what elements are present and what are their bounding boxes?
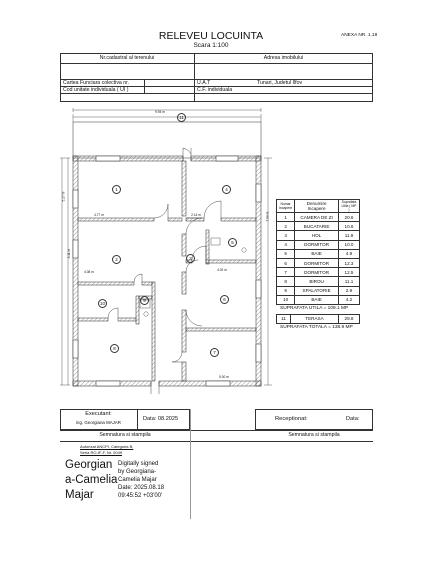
room-marker-11: 11: [177, 113, 186, 122]
authorization-line-1: Autorizat ANCPI, Categoria B,: [80, 444, 134, 449]
cell-name: DORMITOR: [295, 240, 339, 249]
room-marker-4: 4: [222, 185, 231, 194]
rooms-table-wrap: [276, 199, 360, 331]
cf-collective-label: Cartea Funciara colectiva nr.: [63, 80, 130, 86]
receptionat-date: Data:: [346, 416, 360, 422]
cf-individual-label: C.F. individuala: [197, 87, 233, 93]
table-row: [277, 249, 360, 258]
cell-nr: 4: [277, 240, 295, 249]
executant-label: Executant:: [85, 411, 112, 417]
table-row: [277, 286, 360, 295]
signature-text-1: Digitally signed: [118, 461, 159, 467]
address-label: Adresa imobilului: [263, 55, 304, 61]
signature-text-5: 09:45:52 +03'00': [118, 493, 163, 499]
executant-date: Data: 08.2025: [143, 416, 179, 422]
uat-value: Tunari, Judetul Ilfov: [257, 80, 303, 86]
table-row: [277, 258, 360, 267]
cell-area: 10.0: [339, 240, 360, 249]
table-row: [277, 268, 360, 277]
cell-nr: 3: [277, 231, 295, 240]
signature-name-line-2: a-Camelia: [65, 474, 118, 486]
cell-name: DORMITOR: [295, 258, 339, 267]
sign-label-left: Semnatura si stampila: [99, 432, 151, 438]
cell-name: HOL: [295, 231, 339, 240]
table-row: [277, 222, 360, 231]
cell-area: 4.2: [339, 295, 360, 304]
room-marker-2: 2: [112, 255, 121, 264]
cell-nr: 1: [277, 213, 295, 222]
receptionat-label: Receptionat:: [275, 416, 308, 422]
signature-name-line-1: Georgian: [65, 459, 113, 471]
dim-top: 9.94 m: [155, 110, 165, 114]
room-marker-6: 6: [220, 295, 229, 304]
col-header-name: Denumire Incapere: [295, 200, 339, 213]
sign-label-right: Semnatura si stampila: [288, 432, 340, 438]
cell-name: BUCATARIE: [295, 222, 339, 231]
table-row: [277, 277, 360, 286]
cell-nr: 10: [277, 295, 295, 304]
cell-nr: 8: [277, 277, 295, 286]
cell-area: 12.5: [339, 268, 360, 277]
uat-label: U.A.T: [197, 80, 211, 86]
cell-nr: 7: [277, 268, 295, 277]
col-header-area: Suprafata Utila ( MP ): [339, 200, 360, 213]
room-marker-7: 7: [210, 348, 219, 357]
authorization-line-2: Seria RO-IF-F, Nr. 0049: [80, 450, 123, 455]
cell-area: 20.6: [339, 213, 360, 222]
annex-label: ANEXA NR. 1.18: [341, 33, 378, 38]
dim-living-width: 4.77 m: [94, 213, 104, 217]
signature-text-4: Date: 2025.08.18: [118, 485, 165, 491]
cadastral-nr-label: Nr.cadastral al terenului: [99, 55, 155, 61]
cell-area: 10.6: [339, 222, 360, 231]
room-marker-8: 8: [110, 344, 119, 353]
total-area-label: SUPRAFATA TOTALA = 138.9 MP: [280, 324, 353, 330]
executant-name: ing. Georgiana MAJAR: [76, 420, 121, 425]
cell-nr: 5: [277, 249, 295, 258]
col-header-nr: Numar Incapere: [277, 200, 295, 213]
dim-hall-width: 2.14 m: [191, 213, 201, 217]
cell-name: BAIE: [295, 295, 339, 304]
table-row: [277, 295, 360, 304]
terrace-name: TERASA: [291, 314, 339, 323]
dim-right: 7.99 m: [265, 211, 270, 222]
cell-area: 2.9: [339, 286, 360, 295]
room-marker-9: 9: [140, 296, 149, 305]
rooms-table-header: [277, 200, 360, 213]
signature-name-line-3: Majar: [65, 489, 94, 501]
dim-r2-width: 4.08 m: [84, 270, 94, 274]
floor-plan: [56, 100, 276, 400]
cell-area: 4.9: [339, 249, 360, 258]
table-row: [277, 314, 360, 323]
room-marker-10: 10: [99, 301, 105, 306]
cell-nr: 2: [277, 222, 295, 231]
table-row: [277, 240, 360, 249]
terrace-row-table: [276, 314, 360, 324]
dim-left-2: 3.11 m: [67, 248, 72, 259]
dim-left: 5.17 m: [61, 191, 66, 202]
dim-r6-width: 4.02 m: [217, 268, 227, 272]
dim-bottom: 5.00 m: [219, 375, 229, 379]
cell-area: 11.1: [339, 277, 360, 286]
cell-area: 12.3: [339, 258, 360, 267]
signature-text-2: by Georgiana-: [118, 469, 157, 475]
cell-nr: 9: [277, 286, 295, 295]
cell-area: 11.9: [339, 231, 360, 240]
cell-name: DORMITOR: [295, 268, 339, 277]
cell-name: BAIE: [295, 249, 339, 258]
page-title: RELEVEU LOCUINTA: [158, 30, 264, 42]
signature-text-3: Camelia Majar: [118, 477, 157, 483]
cell-name: SPALATORIE: [295, 286, 339, 295]
unit-code-label: Cod unitate individuala ( UI ): [63, 87, 129, 93]
room-marker-1: 1: [112, 185, 121, 194]
cell-name: CAMERA DE ZI: [295, 213, 339, 222]
scale-label: Scara 1:100: [193, 42, 229, 49]
rooms-table: [276, 199, 360, 305]
cell-name: BIROU: [295, 277, 339, 286]
cell-nr: 6: [277, 258, 295, 267]
util-area-label: SUPRAFATA UTILA = 109.1 MP: [280, 305, 349, 311]
table-row: [277, 231, 360, 240]
room-marker-3: 3: [186, 254, 195, 263]
terrace-area: 29.8: [339, 314, 360, 323]
table-row: [277, 213, 360, 222]
room-marker-5: 5: [228, 238, 237, 247]
terrace-nr: 11: [277, 314, 291, 323]
